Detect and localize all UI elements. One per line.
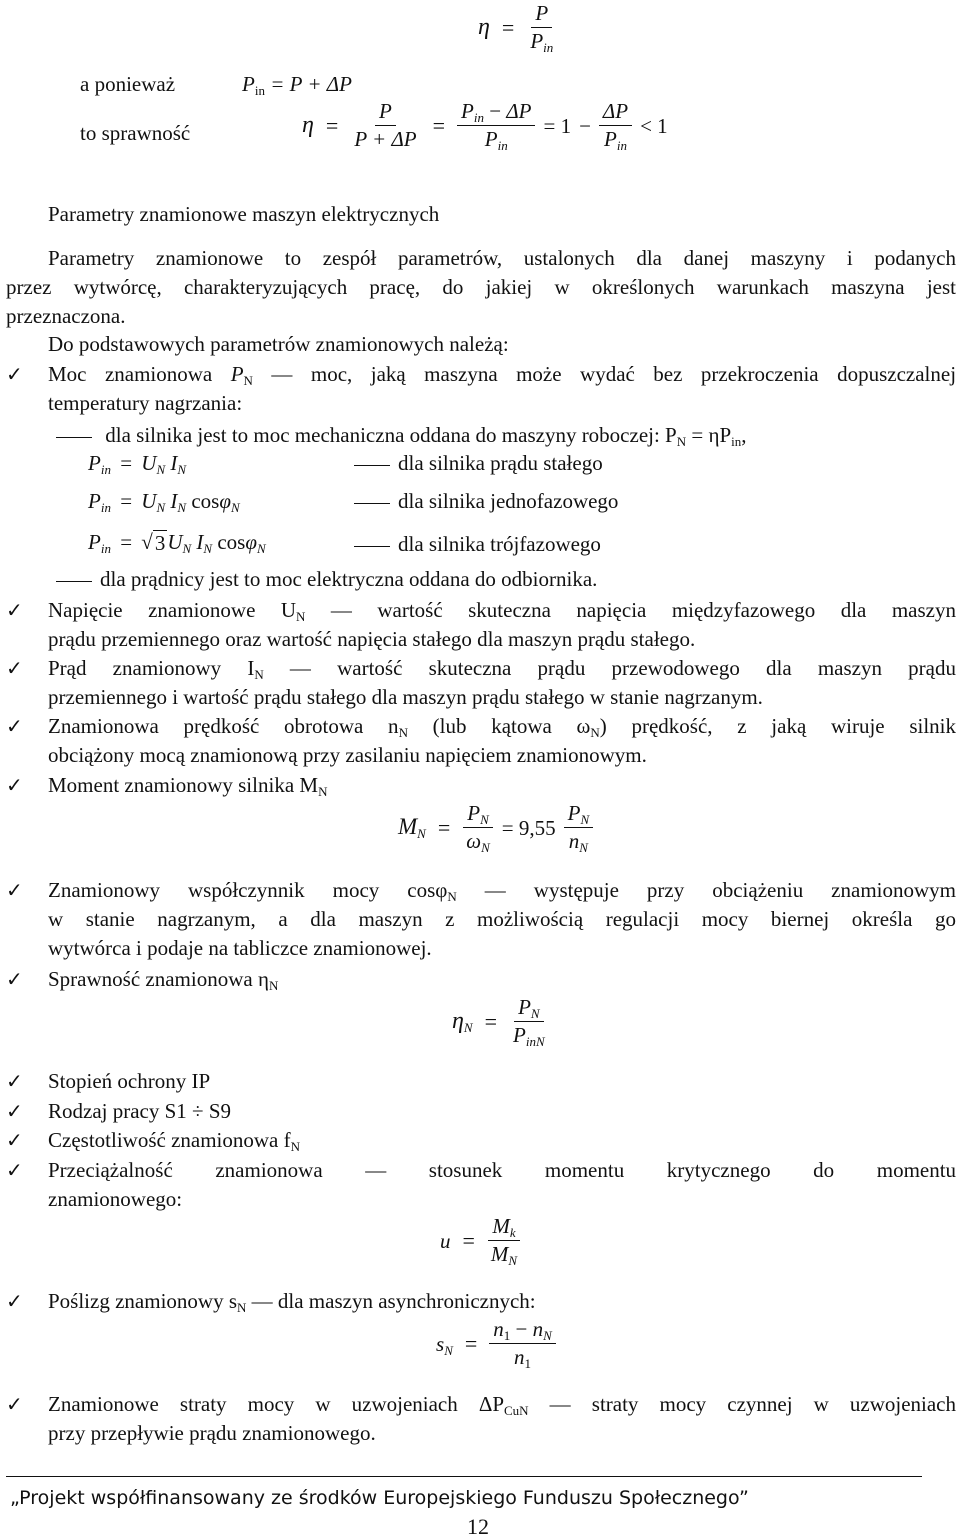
check-icon: ✓ [6,1158,23,1182]
footer-text: „Projekt współfinansowany ze środków Europejskiego Funduszu Społecznego” [10,1487,749,1509]
list-item-predkosc-cont: obciążony mocą znamionową przy zasilaniu napięciem znamionowym. [48,743,647,767]
list-item-przeciazalnosc: Przeciążalność znamionowa — stosunek momentu krytycznego do momentu [48,1158,957,1182]
list-item-wspolczynnik-cont: wytwórca i podaje na tabliczce znamionowej. [48,936,432,960]
paragraph-line: przez wytwórcę, charakteryzujących pracę, do jakiej w określonych warunkach maszyna jest [6,275,956,299]
check-icon: ✓ [6,598,23,622]
check-icon: ✓ [6,878,23,902]
check-icon: ✓ [6,714,23,738]
sub-item-silnik: dla silnika jest to moc mechaniczna oddana do maszyny roboczej: $P_N = \eta P_{in}$, [48,423,747,447]
check-icon: ✓ [6,1099,23,1123]
efficiency-expansion: η = $\frac{P}{P + \Delta P}$ = $\frac{P_{in} - \Delta P}{P_{in}}$ = 1 − $\frac{\Delta P}{P_{in}}$ < 1 [302,99,668,154]
check-icon: ✓ [6,1289,23,1313]
a-poniewaz-label: a ponieważ [80,72,176,96]
list-item-stopien: Stopień ochrony IP [48,1069,211,1093]
list-item-czestotliwosc: Częstotliwość znamionowa $f_N$ [48,1128,300,1154]
p-in-equation: $P_{in} = P + \Delta P$ [242,72,352,98]
list-item-straty: Znamionowe straty mocy w uzwojeniach $\Delta P_{CuN}$ — straty mocy czynnej w uzwojeniach [48,1392,957,1418]
label-single-phase: dla silnika jednofazowego [346,489,618,513]
formula-dc: $P_{in} = U_N$ $I_N$ [88,451,187,477]
list-item-prad: Prąd znamionowy $I_N$ — wartość skuteczna prądu przewodowego dla maszyn prądu [48,656,956,682]
list-item-napiecie: Napięcie znamionowe $U_N$ — wartość skuteczna napięcia międzyfazowego dla maszyn [48,598,956,624]
paragraph-line: Parametry znamionowe to zespół parametrów, ustalonych dla danej maszyny i podanych [48,246,956,270]
list-item-moc: Moc znamionowa $P_N$ — moc, jaką maszyna może wydać bez przekroczenia dopuszczalnej [48,362,957,388]
list-item-moc-cont: temperatury nagrzania: [48,391,243,415]
list-item-straty-cont: przy przepływie prądu znamionowego. [48,1421,376,1445]
list-item-sprawnosc: Sprawność znamionowa $\eta_N$ [48,967,279,993]
formula-przeciazalnosc: u = $\frac{M_k}{M_N}$ [440,1215,521,1266]
efficiency-definition: η = $\frac{P}{P_{in}}$ [478,2,557,53]
formula-moment: $M_N$ = $\frac{P_N}{\omega_N}$ = 9,55 $\frac{P_N}{n_N}$ [398,802,593,853]
list-item-napiecie-cont: prądu przemiennego oraz wartość napięcia stałego dla maszyn prądu stałego. [48,627,696,651]
section-title: Parametry znamionowe maszyn elektrycznych [48,202,440,226]
paragraph-line: przeznaczona. [6,304,126,328]
footer-divider [6,1476,922,1477]
label-three-phase: dla silnika trójfazowego [346,532,601,556]
list-item-wspolczynnik: Znamionowy współczynnik mocy cosφ$_N$ — występuje przy obciążeniu znamionowym [48,878,956,904]
check-icon: ✓ [6,656,23,680]
check-icon: ✓ [6,1128,23,1152]
formula-three-phase: $P_{in}$ = √ 3 $U_N$ $I_N$ cosφ$_N$ [88,530,266,556]
eta-symbol: η [478,13,490,40]
check-icon: ✓ [6,967,23,991]
list-item-predkosc: Znamionowa prędkość obrotowa $n_N$ (lub kątowa $\omega_N$) prędkość, z jaką wiruje silnik [48,714,957,740]
list-item-wspolczynnik-cont: w stanie nagrzanym, a dla maszyn z możliwością regulacji mocy biernej określa go [48,907,956,931]
check-icon: ✓ [6,773,23,797]
to-sprawnosc-label: to sprawność [80,121,191,145]
list-item-przeciazalnosc-cont: znamionowego: [48,1187,183,1211]
check-icon: ✓ [6,1392,23,1416]
formula-poslizg: $s_N$ = $\frac{n_1 - n_N}{n_1}$ [436,1318,556,1369]
sub-item-pradnica: dla prądnicy jest to moc elektryczna oddana do odbiornika. [48,567,597,591]
list-item-moment: Moment znamionowy silnika $M_N$ [48,773,328,799]
paragraph-intro: Do podstawowych parametrów znamionowych należą: [48,332,509,356]
check-icon: ✓ [6,362,23,386]
list-item-rodzaj: Rodzaj pracy S1 ÷ S9 [48,1099,232,1123]
check-icon: ✓ [6,1069,23,1093]
list-item-poslizg: Poślizg znamionowy $s_N$ — dla maszyn asynchronicznych: [48,1289,536,1315]
formula-single-phase: $P_{in} = U_N$ $I_N$ cosφ$_N$ [88,489,240,515]
list-item-prad-cont: przemiennego i wartość prądu stałego dla maszyn prądu stałego w stanie nagrzanym. [48,685,763,709]
fraction: $\frac{P}{P_{in}}$ [530,1,554,56]
label-dc: dla silnika prądu stałego [346,451,603,475]
formula-sprawnosc: $\eta_N$ = $\frac{P_N}{P_{inN}}$ [452,995,545,1050]
page-number: 12 [467,1514,489,1539]
